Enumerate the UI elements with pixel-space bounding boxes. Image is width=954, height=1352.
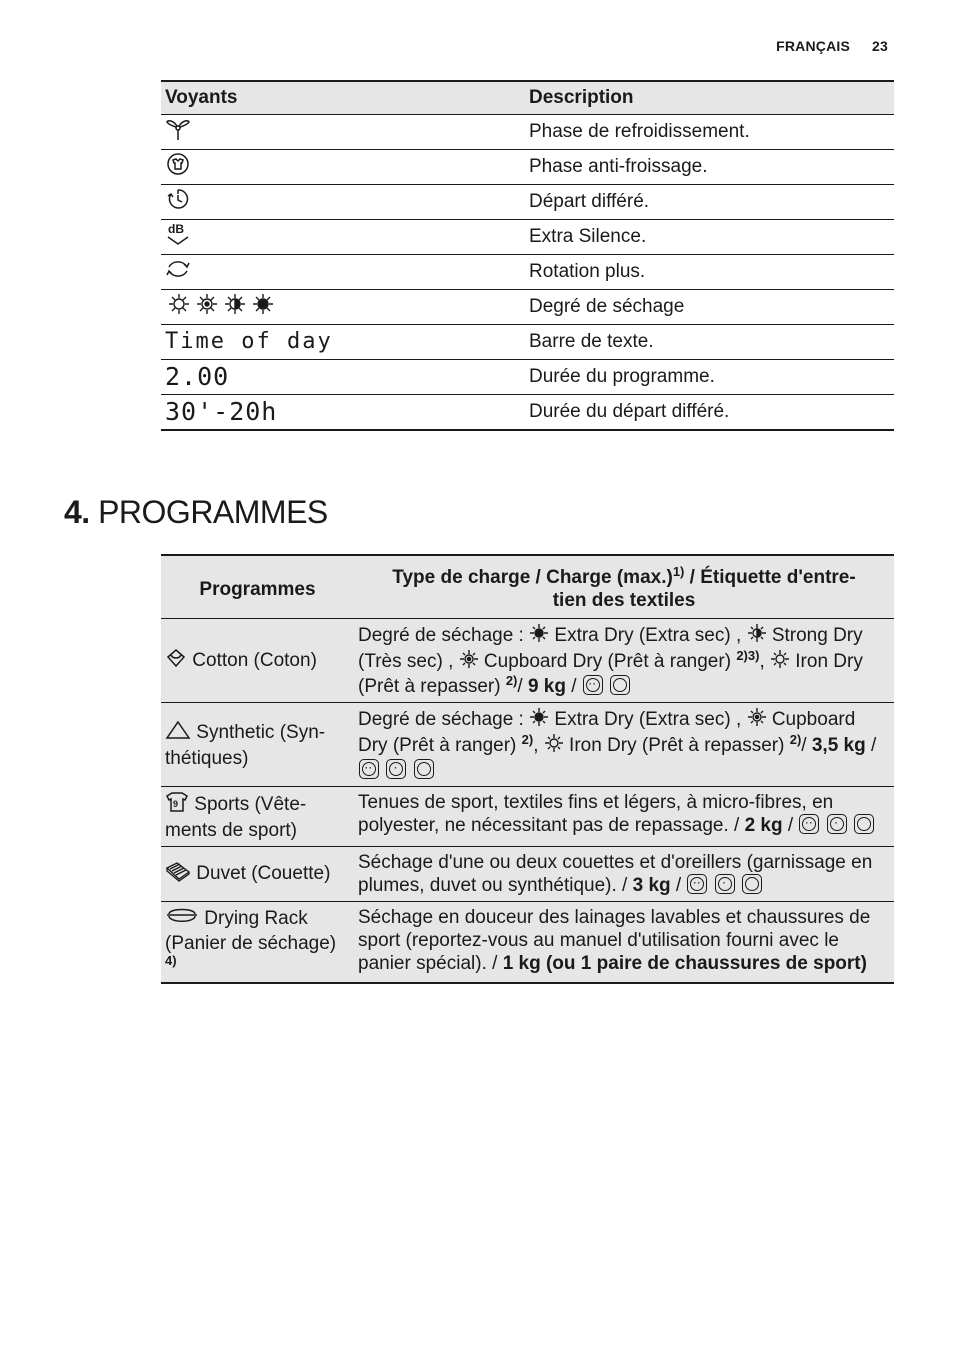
cupboard-dry-icon: [459, 649, 479, 675]
strong-dry-icon: [747, 623, 767, 649]
desc-text: Séchage en douceur des lainages lavables et chaussures de sport (reportez-vous au manuel d'utilisation fourni avec le panier spécial). /: [358, 907, 871, 974]
icon-cell: [161, 325, 525, 360]
table-row: [161, 619, 894, 703]
tumble-dry-icon: [742, 874, 762, 894]
col-load-type: [354, 555, 894, 619]
table-row: [161, 290, 894, 325]
lcd-time-of-day: Time of day: [165, 329, 333, 354]
header-text: Type de charge / Charge (max.): [392, 567, 673, 588]
anti-crease-icon: [165, 151, 191, 183]
programme-name-cell: [161, 902, 354, 984]
svg-text:dB: dB: [168, 222, 184, 236]
tumble-dry-icon: [414, 759, 434, 779]
max-load: 3,5 kg: [811, 735, 866, 757]
footnote: 2): [789, 732, 802, 748]
programme-name: Duvet (Couette): [196, 863, 331, 885]
tumble-dry-low-icon: ·: [386, 759, 406, 779]
programme-name-cell: [161, 619, 354, 703]
language-label: FRANÇAIS: [776, 38, 851, 54]
desc-text: Degré de séchage :: [358, 709, 530, 731]
table-row: [161, 220, 894, 255]
section-number: 4.: [64, 494, 90, 530]
programme-desc-cell: [354, 619, 894, 703]
table-row: [161, 150, 894, 185]
footnote: 2): [521, 732, 534, 748]
programme-desc-cell: [354, 787, 894, 847]
tumble-dry-high-icon: ··: [359, 759, 379, 779]
desc-text: /: [670, 875, 687, 896]
indicator-desc: Barre de texte.: [525, 325, 894, 360]
programme-name: Sports (Vête-ments de sport): [165, 794, 307, 841]
footnote: 1): [672, 564, 685, 579]
desc-text: Séchage d'une ou deux couettes et d'oreillers (garnissage en plumes, duvet ou synthétique). /: [358, 852, 873, 896]
duvet-icon: [165, 860, 191, 888]
table-row: [161, 787, 894, 847]
lcd-delay-duration: 30'-20h: [165, 397, 278, 426]
footnote: 2)3): [736, 648, 760, 664]
desc-text: /: [865, 735, 877, 757]
programme-name-cell: [161, 787, 354, 847]
svg-text:9: 9: [173, 799, 179, 809]
tumble-dry-low-icon: ·: [827, 814, 847, 834]
iron-dry-icon: [770, 649, 790, 675]
programme-name-cell: [161, 703, 354, 787]
icon-cell: [161, 115, 525, 150]
lcd-programme-duration: 2.00: [165, 362, 230, 391]
desc-text: /: [517, 676, 528, 697]
strong-dry-icon: [225, 294, 245, 314]
desc-text: Cupboard Dry (Prêt à ranger): [358, 709, 856, 757]
indicator-desc: Départ différé.: [525, 185, 894, 220]
programme-name: Synthetic (Syn-thétiques): [165, 722, 326, 769]
extra-silence-icon: [165, 221, 191, 253]
drying-level-icons: [165, 291, 283, 323]
page-number: 23: [872, 38, 888, 54]
max-load: 1 kg (ou 1 paire de chaussures de sport): [502, 953, 867, 974]
programme-desc-cell: [354, 703, 894, 787]
section-name: PROGRAMMES: [98, 494, 328, 530]
header-text: tien des textiles: [552, 590, 696, 611]
indicator-desc: Durée du départ différé.: [525, 395, 894, 431]
programmes-table: [161, 554, 894, 984]
tumble-dry-high-icon: ··: [799, 814, 819, 834]
indicators-header-row: [161, 81, 894, 115]
desc-text: Tenues de sport, textiles fins et légers, à micro-fibres, en polyester, ne nécessitant pas de repassage. /: [358, 792, 834, 836]
desc-text: Degré de séchage :: [358, 625, 530, 647]
delay-start-icon: [165, 186, 191, 218]
section-title: [64, 494, 328, 531]
icon-cell: [161, 255, 525, 290]
footnote: 4): [165, 953, 177, 968]
cotton-icon: [165, 647, 187, 675]
programmes-header-row: [161, 555, 894, 619]
desc-text: Iron Dry (Prêt à repasser): [358, 651, 863, 697]
indicator-desc: Durée du programme.: [525, 360, 894, 395]
max-load: 3 kg: [632, 875, 671, 896]
indicator-desc: Phase de refroidissement.: [525, 115, 894, 150]
tumble-dry-icon: [610, 675, 630, 695]
tumble-dry-high-icon: ··: [687, 874, 707, 894]
desc-text: Extra Dry (Extra sec) ,: [549, 709, 747, 731]
table-row: [161, 185, 894, 220]
indicator-desc: Degré de séchage: [525, 290, 894, 325]
drying-rack-icon: [165, 906, 199, 932]
programme-desc-cell: [354, 902, 894, 984]
programme-name: Cotton (Coton): [192, 649, 317, 671]
iron-dry-icon: [544, 733, 564, 759]
table-row: [161, 703, 894, 787]
tumble-dry-icon: [854, 814, 874, 834]
footnote: 2): [505, 673, 518, 688]
col-description: Description: [525, 81, 894, 115]
extra-dry-icon: [529, 623, 549, 649]
cupboard-dry-icon: [747, 707, 767, 733]
programme-name-cell: [161, 847, 354, 902]
indicator-desc: Extra Silence.: [525, 220, 894, 255]
table-row: [161, 360, 894, 395]
icon-cell: [161, 150, 525, 185]
icon-cell: [161, 290, 525, 325]
extra-dry-icon: [253, 294, 273, 314]
table-row: [161, 902, 894, 984]
synthetic-icon: [165, 719, 191, 747]
desc-text: Cupboard Dry (Prêt à ranger): [478, 651, 737, 673]
programme-desc-cell: [354, 847, 894, 902]
max-load: 9 kg: [527, 676, 566, 697]
desc-text: Iron Dry (Prêt à repasser): [563, 735, 790, 757]
desc-text: Extra Dry (Extra sec) ,: [549, 625, 747, 647]
tumble-dry-low-icon: ·: [715, 874, 735, 894]
icon-cell: [161, 360, 525, 395]
cupboard-dry-icon: [197, 294, 217, 314]
fan-icon: [165, 116, 191, 148]
table-row: [161, 115, 894, 150]
table-row: [161, 395, 894, 431]
page-header: [776, 38, 888, 54]
desc-text: ,: [759, 651, 770, 673]
header-text: / Étiquette d'entre-: [684, 567, 856, 588]
col-programmes: Programmes: [161, 555, 354, 619]
table-row: [161, 255, 894, 290]
extra-dry-icon: [529, 707, 549, 733]
desc-text: /: [782, 815, 799, 836]
desc-text: /: [565, 676, 582, 697]
icon-cell: [161, 185, 525, 220]
desc-text: ,: [533, 735, 544, 757]
table-row: [161, 325, 894, 360]
rotation-plus-icon: [165, 256, 191, 288]
col-voyants: Voyants: [161, 81, 525, 115]
desc-text: Strong Dry (Très sec) ,: [358, 625, 863, 673]
desc-text: /: [801, 735, 812, 757]
icon-cell: [161, 220, 525, 255]
max-load: 2 kg: [744, 815, 783, 836]
table-row: [161, 847, 894, 902]
icon-cell: [161, 395, 525, 431]
indicators-table: [161, 80, 894, 431]
programme-name: Drying Rack (Panier de séchage): [165, 908, 337, 954]
indicator-desc: Phase anti-froissage.: [525, 150, 894, 185]
tumble-dry-high-icon: ··: [583, 675, 603, 695]
indicator-desc: Rotation plus.: [525, 255, 894, 290]
sports-icon: [165, 791, 189, 819]
iron-dry-icon: [169, 294, 189, 314]
